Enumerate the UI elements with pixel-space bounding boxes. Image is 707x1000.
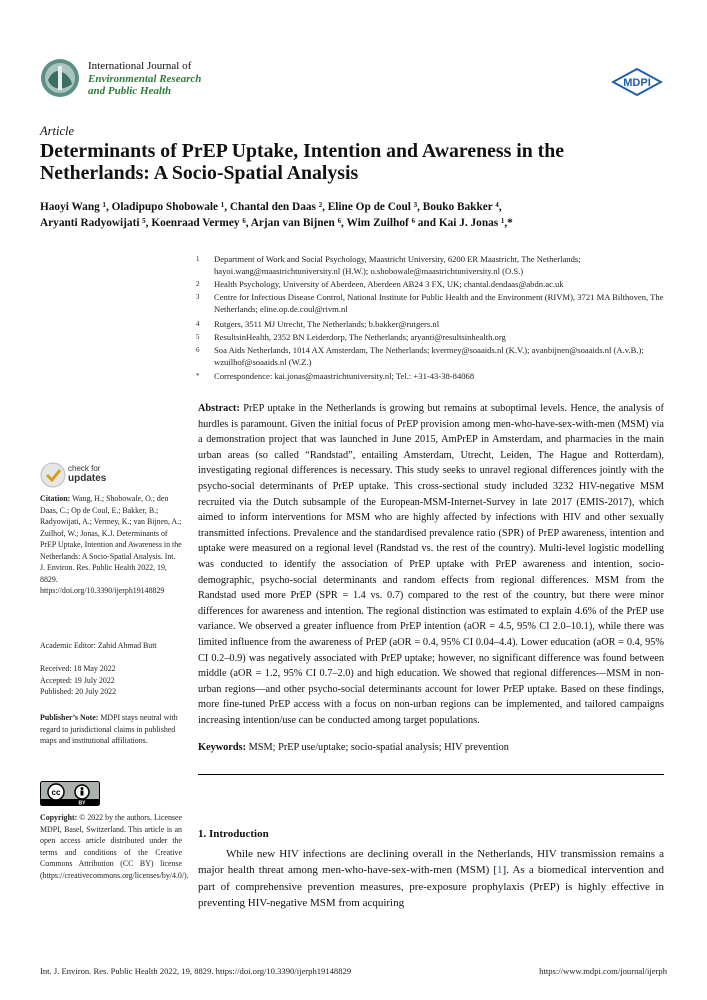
- affiliation-text: Soa Aids Netherlands, 1014 AX Amsterdam, The Netherlands; kvermey@soaaids.nl (K.V.); avanbijnen@soaaids.nl (A.v.B.); wzuilhof@soaaids.nl (W.Z.): [214, 345, 644, 367]
- cc-label: BY: [78, 800, 86, 806]
- journal-name-line1: International Journal of: [88, 60, 192, 72]
- dates-block: [40, 663, 182, 698]
- affiliation-correspondence: [198, 371, 670, 383]
- introduction-paragraph: [198, 846, 664, 911]
- intro-text-part1: While new HIV infections are declining overall in the Netherlands, HIV transmission remains a major health threat among men-who-have-sex-with-men (MSM) [: [198, 848, 664, 877]
- affiliation-number: 6: [196, 346, 200, 354]
- affiliation-number: 4: [196, 320, 200, 328]
- copyright-text: © 2022 by the authors. Licensee MDPI, Basel, Switzerland. This article is an open access article distributed under the terms and conditions of the Creative Commons Attribution (CC BY) license (https://creativecommons.org/licenses/by/4.0/).: [40, 813, 189, 880]
- svg-text:cc: cc: [51, 788, 61, 797]
- citation-label: Citation:: [40, 494, 71, 503]
- academic-editor: Academic Editor: Zahid Ahmad Butt: [40, 641, 157, 650]
- copyright-label: Copyright:: [40, 813, 78, 822]
- affiliation-number: *: [196, 372, 200, 380]
- affiliation-text: Health Psychology, University of Aberdeen, Aberdeen AB24 3 FX, UK; chantal.dendaas@abdn.ac.uk: [214, 279, 564, 289]
- received-date: Received: 18 May 2022: [40, 664, 116, 673]
- accepted-date: Accepted: 19 July 2022: [40, 675, 115, 685]
- keywords: [198, 742, 664, 753]
- affiliation-text: Correspondence: kai.jonas@maastrichtuniversity.nl; Tel.: +31-43-38-84068: [214, 371, 475, 381]
- publisher-note-label: Publisher’s Note:: [40, 713, 99, 722]
- affiliation-number: 1: [196, 255, 200, 263]
- affiliation-4: [198, 319, 670, 331]
- copyright-block: [40, 812, 189, 881]
- check-updates-line2: updates: [68, 473, 107, 484]
- keywords-text: MSM; PrEP use/uptake; socio-spatial analysis; HIV prevention: [248, 742, 509, 753]
- mdpi-logo-text: MDPI: [623, 77, 651, 89]
- introduction-heading: 1. Introduction: [198, 828, 269, 840]
- article-type: Article: [40, 124, 75, 138]
- footer-journal-url[interactable]: https://www.mdpi.com/journal/ijerph: [539, 966, 667, 976]
- citation-block: [40, 493, 182, 597]
- affiliation-6: [198, 345, 670, 367]
- abstract: [198, 401, 664, 728]
- affiliation-1: [198, 254, 670, 276]
- mdpi-logo-icon: [611, 68, 663, 96]
- affiliation-text: Department of Work and Social Psychology, Maastricht University, 6200 ER Maastricht, The Netherlands; hayoi.wang@maastrichtuniversity.nl (H.W.); o.shobowale@maastrichtuniversity.nl (O.S.): [214, 254, 581, 276]
- reference-link[interactable]: 1: [497, 864, 503, 877]
- footer-citation: Int. J. Environ. Res. Public Health 2022, 19, 8829. https://doi.org/10.3390/ijerph19148829: [40, 966, 352, 976]
- citation-text: Wang, H.; Shobowale, O.; den Daas, C.; Op de Coul, E.; Bakker, B.; Radyowijati, A.; Vermey, K.; van Bijnen, A.; Zuilhof, W.; Jonas, K.J. Determinants of PrEP Uptake, Intention and Awareness in the Netherlands: A Socio-Spatial Analysis. Int. J. Environ. Res. Public Health 2022, 19, 8829. https://doi.org/10.3390/ijerph19148829: [40, 494, 182, 595]
- section-divider: [198, 774, 664, 775]
- affiliation-text: Rutgers, 3511 MJ Utrecht, The Netherlands; b.bakker@rutgers.nl: [214, 319, 440, 329]
- author-list: [40, 199, 670, 231]
- check-updates-icon: [40, 462, 66, 488]
- publisher-note-text: MDPI stays neutral with regard to jurisdictional claims in published maps and institutional affiliations.: [40, 713, 178, 745]
- published-date: Published: 20 July 2022: [40, 687, 117, 696]
- author-line-2: Aryanti Radyowijati ⁵, Koenraad Vermey ⁶, Arjan van Bijnen ⁶, Wim Zuilhof ⁶ and Kai J. Jonas ¹,*: [40, 217, 513, 229]
- keywords-label: Keywords:: [198, 742, 247, 753]
- affiliation-text: Centre for Infectious Disease Control, National Institute for Public Health and the Environment (RIVM), 3721 MA Bilthoven, The Netherlands; eline.op.de.coul@rivm.nl: [214, 292, 664, 314]
- check-for-updates-badge[interactable]: [40, 462, 116, 490]
- affiliation-5: [198, 332, 670, 344]
- affiliation-text: ResultsinHealth, 2352 BN Leiderdorp, The Netherlands; aryanti@resultsinhealth.org: [214, 332, 506, 342]
- publisher-note: [40, 712, 182, 747]
- affiliation-number: 3: [196, 293, 200, 301]
- affiliation-number: 2: [196, 280, 200, 288]
- affiliation-3: [198, 292, 670, 314]
- affiliation-number: 5: [196, 333, 200, 341]
- abstract-text: PrEP uptake in the Netherlands is growing but remains at suboptimal levels. Hence, the analysis of hurdles is paramount. Given the initial focus of PrEP provision among men-who-have-sex-with-men (MSM) via a demonstration project that was launched in June 2015, AmPrEP in Amsterdam, and pharmacies in the main urban areas (so called “Randstad”, entailing Amsterdam, Utrecht, Leiden, The Hague and Rotterdam), investigating regional differences is necessary. This study seeks to unravel regional differences jointly with the psycho-social determinants of PrEP uptake. This cross-sectional study included 3232 HIV-negative MSM recruited via the Dutch subsample of the European-MSM-Internet-Survey in late 2017 (EMIS-2017), which aimed to inform interventions for MSM who are highly affected by infections with HIV and other sexually transmitted infections. Prevalence and the standardised prevalence ratio (SPR) of PrEP awareness, intention and uptake were measured on a regional level (Randstad vs. the rest of the country). Multi-level logistic modelling was conducted to identify the association of PrEP uptake with PrEP awareness and intention, socio-demographic, psycho-social determinants and random effects from regional differences. MSM from the Randstad used more PrEP (SPR = 1.4 vs. 0.7) compared to the rest of the country, but there were minor differences for awareness and intention. The regional distinction was estimated to explain 4.6% of the PrEP use variance. We observed a greater influence from PrEP intention (aOR = 4.5, 95% CI 2.0–10.1), while there was limited influence from the awareness of PrEP (aOR = 0.4, 95% CI 0.04–4.4). Lower education (aOR = 0.4, 95% CI 0.2–0.9) was negatively associated with PrEP uptake; however, no significant difference was found between middle (aOR = 1.2, 95% CI 0.7–2.0) and high education. We showed that regional differences—MSM in non-urban regions—and other psycho-social determinants account for lower PrEP uptake. Based on these findings, more fine-tuned PrEP access with a focus on non-urban regions can be implemented, and tailored campaigns increasing intention/use can be conducted among target populations.: [198, 403, 664, 726]
- journal-name-line2: Environmental Research: [88, 72, 202, 85]
- intro-text-part2: ]. As a biomedical intervention and part of comprehensive prevention measures, pre-exposure prophylaxis (PrEP) is highly effective in preventing HIV-negative MSM from acquiring: [198, 864, 664, 909]
- cc-by-license-icon[interactable]: [40, 781, 100, 806]
- article-title: Determinants of PrEP Uptake, Intention and Awareness in the Netherlands: A Socio-Spatial Analysis: [40, 140, 565, 184]
- journal-logo-icon: [40, 58, 80, 98]
- journal-name-line3: and Public Health: [88, 85, 172, 97]
- check-updates-line1: check for: [68, 464, 101, 473]
- author-line-1: Haoyi Wang ¹, Oladipupo Shobowale ¹, Chantal den Daas ², Eline Op de Coul ³, Bouko Bakker ⁴,: [40, 201, 502, 213]
- journal-name: [88, 60, 201, 98]
- affiliation-2: [198, 279, 670, 291]
- abstract-label: Abstract:: [198, 403, 240, 414]
